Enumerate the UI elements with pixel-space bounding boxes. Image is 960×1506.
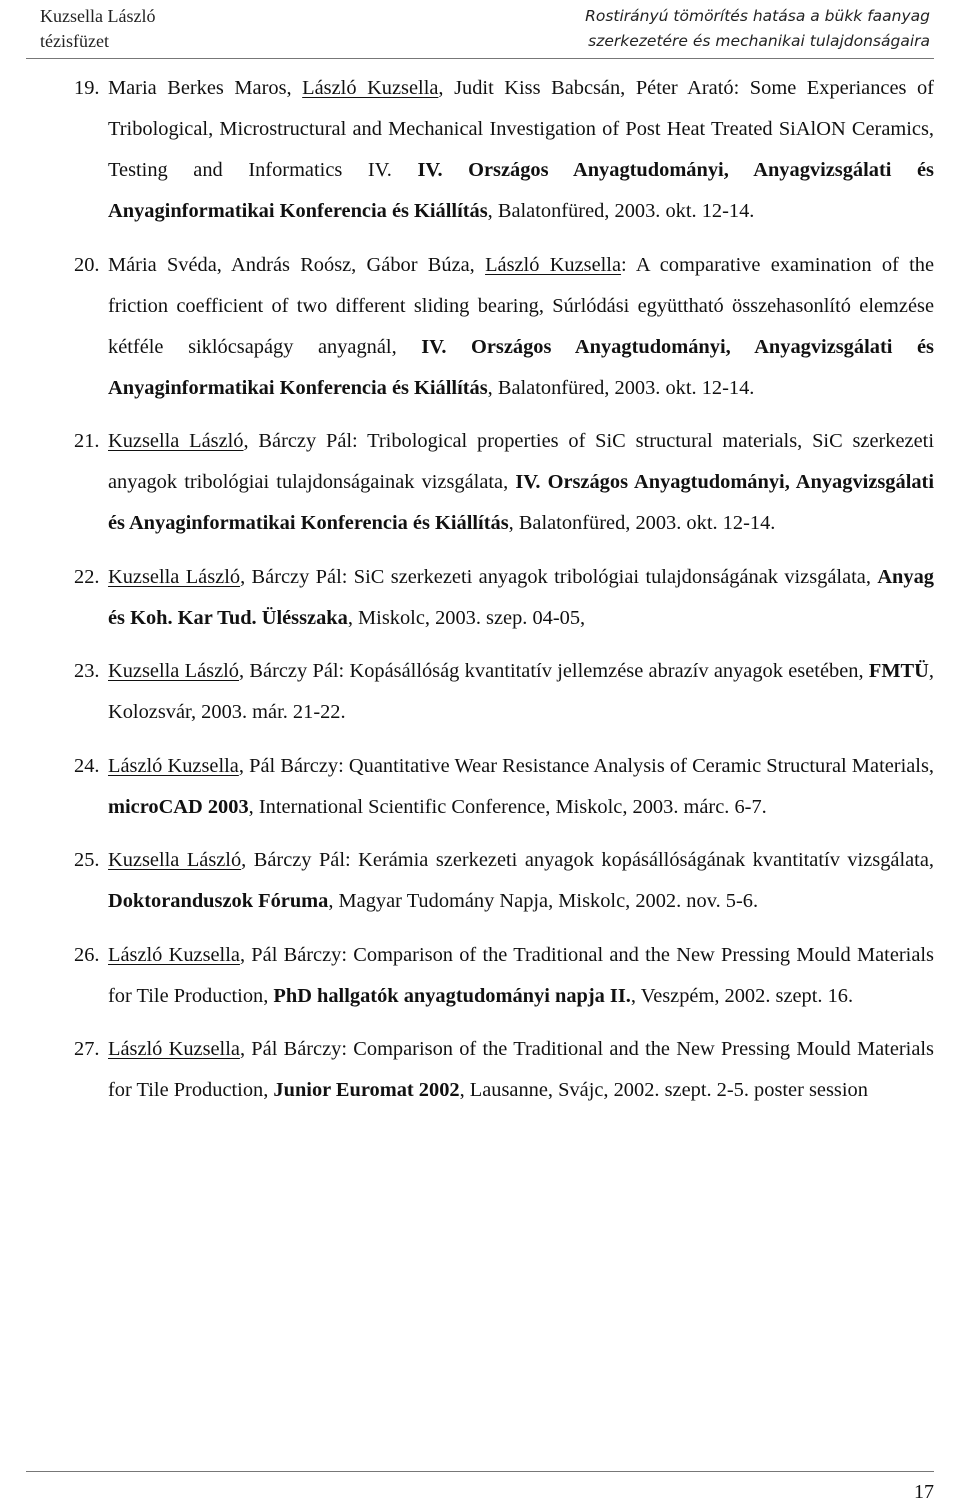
- reference-author-highlight: Kuzsella László: [108, 430, 244, 452]
- reference-number: 20.: [74, 253, 100, 276]
- reference-venue: Anyag és Koh. Kar Tud. Ülésszaka: [108, 565, 934, 629]
- reference-number: 22.: [74, 565, 100, 588]
- reference-title: , Bárczy Pál: Tribological properties of SiC structural materials, SiC szerkezeti anyagok tribológiai tulajdonságainak vizsgálata,: [108, 430, 934, 493]
- reference-location-date: , Kolozsvár, 2003. már. 21-22.: [108, 660, 934, 723]
- reference-item-21: [0, 421, 960, 544]
- page-header: [0, 0, 960, 60]
- reference-location-date: , Balatonfüred, 2003. okt. 12-14.: [487, 200, 755, 222]
- page-number: 17: [914, 1481, 934, 1503]
- reference-author-highlight: László Kuzsella: [108, 754, 239, 777]
- reference-venue: microCAD 2003: [108, 795, 249, 818]
- reference-item-24: [0, 746, 960, 828]
- reference-item-22: [0, 557, 960, 639]
- header-document-type: tézisfüzet: [40, 31, 109, 51]
- reference-item-19: [0, 68, 960, 232]
- reference-item-27: [0, 1029, 960, 1111]
- reference-title: , Bárczy Pál: Kerámia szerkezeti anyagok kopásállóságának kvantitatív vizsgálata,: [241, 849, 934, 871]
- header-title-line-2: szerkezetére és mechanikai tulajdonságaira: [588, 32, 930, 50]
- reference-venue: Doktoranduszok Fóruma: [108, 890, 329, 912]
- reference-venue: IV. Országos Anyagtudományi, Anyagvizsgálati és Anyaginformatikai Konferencia és Kiállítás: [108, 159, 934, 222]
- footer-divider: [26, 1471, 934, 1472]
- reference-title: : A comparative examination of the friction coefficient of two different sliding bearing, Súrlódási együttható összehasonlító elemzése kétféle siklócsapágy anyagnál,: [108, 253, 934, 358]
- header-thesis-title: [585, 4, 930, 54]
- reference-number: 21.: [74, 430, 100, 452]
- reference-venue: Junior Euromat 2002: [273, 1079, 460, 1101]
- reference-title: , Bárczy Pál: Kopásállóság kvantitatív jellemzése abrazív anyagok esetében,: [239, 660, 869, 682]
- reference-author-highlight: Kuzsella László: [108, 565, 241, 588]
- reference-location-date: , Lausanne, Svájc, 2002. szept. 2-5. poster session: [459, 1079, 868, 1101]
- reference-item-26: [0, 935, 960, 1017]
- reference-title: , Pál Bárczy: Comparison of the Traditional and the New Pressing Mould Materials for Tile Production,: [108, 1038, 934, 1101]
- reference-number: 27.: [74, 1038, 100, 1060]
- reference-title: , Judit Kiss Babcsán, Péter Arató: Some Experiances of Tribological, Microstructural and Mechanical Investigation of Post Heat Treated SiAlON Ceramics, Testing and Informatics IV.: [108, 77, 934, 181]
- reference-location-date: , Balatonfüred, 2003. okt. 12-14.: [487, 376, 755, 399]
- header-author: Kuzsella László: [40, 6, 156, 26]
- reference-location-date: , Miskolc, 2003. szep. 04-05,: [347, 606, 586, 629]
- reference-author-highlight: László Kuzsella: [485, 253, 622, 276]
- reference-location-date: , Balatonfüred, 2003. okt. 12-14.: [508, 512, 776, 534]
- reference-authors: Mária Svéda, András Roósz, Gábor Búza,: [108, 253, 486, 276]
- reference-author-highlight: Kuzsella László: [108, 849, 242, 871]
- header-title-line-1: Rostirányú tömörítés hatása a bükk faanyag: [585, 7, 930, 25]
- reference-number: 26.: [74, 943, 100, 966]
- reference-location-date: , Veszpém, 2002. szept. 16.: [630, 984, 854, 1007]
- reference-location-date: , Magyar Tudomány Napja, Miskolc, 2002. nov. 5-6.: [328, 890, 759, 912]
- reference-author-highlight: László Kuzsella: [108, 1038, 240, 1060]
- header-author-block: [40, 4, 155, 54]
- reference-number: 24.: [74, 754, 100, 777]
- reference-item-23: [0, 651, 960, 733]
- reference-list: [0, 68, 960, 1124]
- reference-venue: IV. Országos Anyagtudományi, Anyagvizsgálati és Anyaginformatikai Konferencia és Kiállítás: [108, 335, 934, 399]
- reference-title: , Bárczy Pál: SiC szerkezeti anyagok tribológiai tulajdonságának vizsgálata,: [240, 565, 878, 588]
- reference-authors: Maria Berkes Maros,: [108, 77, 303, 99]
- reference-venue: PhD hallgatók anyagtudományi napja II.: [273, 984, 631, 1007]
- reference-number: 25.: [74, 849, 100, 871]
- reference-number: 23.: [74, 660, 100, 682]
- reference-title: , Pál Bárczy: Comparison of the Traditional and the New Pressing Mould Materials for Tile Production,: [108, 943, 934, 1007]
- reference-number: 19.: [74, 77, 100, 99]
- reference-author-highlight: László Kuzsella: [302, 77, 439, 99]
- header-divider: [26, 58, 934, 59]
- reference-location-date: , International Scientific Conference, Miskolc, 2003. márc. 6-7.: [248, 795, 767, 818]
- reference-venue: IV. Országos Anyagtudományi, Anyagvizsgálati és Anyaginformatikai Konferencia és Kiállítás: [108, 471, 935, 534]
- reference-title: , Pál Bárczy: Quantitative Wear Resistance Analysis of Ceramic Structural Materials,: [238, 754, 934, 777]
- reference-item-20: [0, 245, 960, 409]
- reference-venue: FMTÜ: [868, 660, 929, 682]
- reference-author-highlight: László Kuzsella: [108, 943, 240, 966]
- reference-author-highlight: Kuzsella László: [108, 660, 240, 682]
- reference-item-25: [0, 840, 960, 922]
